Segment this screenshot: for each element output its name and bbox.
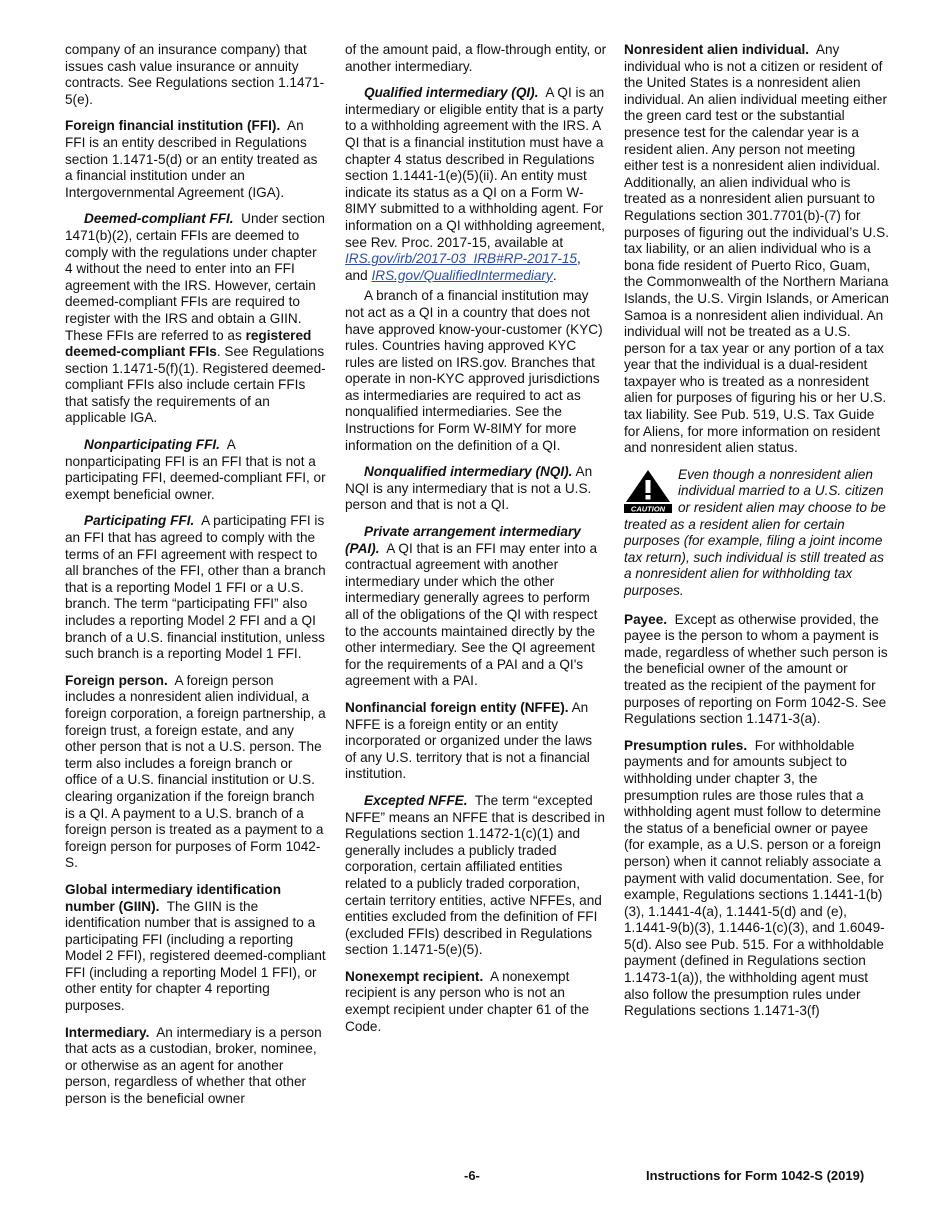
term-payee: Payee. (624, 611, 668, 627)
paragraph-excepted-nffe: Excepted NFFE. The term “excepted NFFE” means an NFFE that is described in Regulations section 1.1472-1(c)(1) and generally includes a publicly traded corporation, certain affiliated entities related to a publicly traded corporation, certain territory entities, active NFFEs, and entities excluded from the definition of FFI (excluded FFIs) described in Regulations section 1.1471-5(e)(5). (345, 792, 605, 958)
paragraph-qi: Qualified intermediary (QI). A QI is an intermediary or eligible entity that is a party to a withholding agreement with the IRS. A QI that is a financial institution must have a chapter 4 status described in Regulations section 1.1441-1(e)(5)(ii). An entity must indicate its status as a QI on a Form W-8IMY submitted to a withholding agent. For information on a QI withholding agreement, see Rev. Proc. 2017-15, available at IRS.gov/irb/2017-03_IRB#RP-2017-15, and IRS.gov/QualifiedIntermediary. (345, 85, 605, 283)
term-ffi: Foreign financial institution (FFI). (65, 118, 281, 134)
term-nonresident-alien: Nonresident alien individual. (624, 42, 810, 57)
caution-label: CAUTION (630, 504, 666, 513)
caution-text: Even though a nonresident alien individual married to a U.S. citizen or resident alien may choose to be treated as a resident alien for certain purposes (for example, filing a joint income tax return), such individual is still treated as a nonresident alien for withholding tax purposes. (624, 466, 886, 598)
paragraph-presumption-rules: Presumption rules. For withholdable payments and for amounts subject to withholding under chapter 3, the presumption rules are those rules that a withholding agent must follow to determine the status of a beneficial owner or payee (for example, as a U.S. person or a foreign person) when it cannot reliably associate a payment with valid documentation. See, for example, Regulations sections 1.1441-1(b)(3), 1.1441-4(a), 1.1441-5(d) and (e), 1.1441-9(b)(3), 1.1446-1(c)(3), and 1.6049-5(d). Also see Pub. 515. For a withholdable payment (defined in Regulations section 1.1473-1(a)), the withholding agent must also follow the presumption rules under Regulations sections 1.1471-3(f) (624, 737, 885, 1019)
caution-note (624, 467, 890, 600)
paragraph-nonparticipating-ffi: Nonparticipating FFI. A nonparticipating FFI is an FFI that is not a participating FFI, deemed-compliant FFI, or exempt beneficial owner. (65, 437, 326, 502)
term-intermediary: Intermediary. (65, 1024, 150, 1040)
term-qi: Qualified intermediary (QI). (364, 85, 539, 101)
footer-form-title: Instructions for Form 1042-S (2019) (646, 1168, 865, 1183)
column-3 (624, 42, 890, 1030)
term-nonexempt-recipient: Nonexempt recipient. (345, 968, 484, 984)
paragraph-deemed-compliant-ffi: Deemed-compliant FFI. Under section 1471(b)(2), certain FFIs are deemed to comply with the regulations under chapter 4 without the need to enter into an FFI agreement with the IRS. However, certain deemed-compliant FFIs are required to register with the IRS and obtain a GIIN. These FFIs are referred to as registered deemed-compliant FFIs. See Regulations section 1.1471-5(f)(1). Registered deemed-compliant FFIs also include certain FFIs that satisfy the requirements of an applicable IGA. (65, 211, 326, 426)
term-excepted-nffe: Excepted NFFE. (364, 792, 468, 808)
paragraph-intermediary: Intermediary. An intermediary is a person that acts as a custodian, broker, nominee, or otherwise as an agent for another person, regardless of whether that other person is the beneficial owner (65, 1024, 322, 1107)
term-participating-ffi: Participating FFI. (84, 513, 195, 529)
link-qualified-intermediary[interactable]: IRS.gov/QualifiedIntermediary (371, 267, 553, 283)
paragraph-continued: company of an insurance company) that issues cash value insurance or annuity contracts. See Regulations section 1.1471-5(e). (65, 42, 325, 107)
paragraph-nqi: Nonqualified intermediary (NQI). An NQI is any intermediary that is not a U.S. person and that is not a QI. (345, 464, 593, 513)
term-nqi: Nonqualified intermediary (NQI). (364, 464, 573, 480)
term-deemed-compliant-ffi: Deemed-compliant FFI. (84, 211, 234, 227)
term-presumption-rules: Presumption rules. (624, 737, 748, 753)
paragraph-foreign-person: Foreign person. A foreign person includes a nonresident alien individual, a foreign corporation, a foreign partnership, a foreign trust, a foreign estate, and any other person that is not a U.S. person. The term also includes a foreign branch or office of a U.S. financial institution or U.S. clearing organization if the foreign branch is a QI. A payment to a U.S. branch of a foreign person is treated as a payment to a foreign person for purposes of Form 1042-S. (65, 672, 326, 871)
term-pai: Private arrangement intermediary (PAI). (345, 524, 581, 556)
term-foreign-person: Foreign person. (65, 672, 168, 688)
paragraph-continued: of the amount paid, a flow-through entity, or another intermediary. (345, 42, 607, 74)
term-nonparticipating-ffi: Nonparticipating FFI. (84, 437, 220, 453)
column-2 (345, 42, 607, 1045)
paragraph-nffe: Nonfinancial foreign entity (NFFE). An NFFE is a foreign entity or an entity incorporated or organized under the laws of any U.S. territory that is not a financial institution. (345, 699, 593, 782)
paragraph-participating-ffi: Participating FFI. A participating FFI is an FFI that has agreed to comply with the terms of an FFI agreement with respect to all branches of the FFI, other than a branch that is a reporting Model 1 FFI or a U.S. branch. The term “participating FFI” also includes a reporting Model 2 FFI and a QI branch of a U.S. financial institution, unless such branch is a reporting Model 1 FFI. (65, 513, 326, 662)
paragraph-pai: Private arrangement intermediary (PAI). A QI that is an FFI may enter into a contractual agreement with another intermediary under which the other intermediary generally agrees to perform all of the obligations of the QI with respect to the accounts maintained directly by the other intermediary. See the QI agreement for the requirements of a PAI and a QI's agreement with a PAI. (345, 524, 598, 689)
paragraph-nonexempt-recipient: Nonexempt recipient. A nonexempt recipient is any person who is not an exempt recipient under chapter 61 of the Code. (345, 968, 590, 1034)
paragraph-qi-branch: A branch of a financial institution may not act as a QI in a country that does not have approved know-your-customer (KYC) rules. Countries having approved KYC rules are listed on IRS.gov. Branches that operate in non-KYC approved jurisdictions as intermediaries are required to act as nonqualified intermediaries. See the Instructions for Form W-8IMY for more information on the definition of a QI. (345, 288, 603, 453)
term-nffe: Nonfinancial foreign entity (NFFE). (345, 699, 569, 715)
paragraph-nonresident-alien: Nonresident alien individual. Any individual who is not a citizen or resident of the United States is a nonresident alien individual. An alien individual meeting either the green card test or the substantial presence test for the calendar year is a resident alien. Any person not meeting either test is a nonresident alien individual. Additionally, an alien individual who is treated as a nonresident alien pursuant to Regulations section 301.7701(b)-(7) for purposes of figuring out the individual’s U.S. tax liability, or an alien individual who is a bona fide resident of Puerto Rico, Guam, the Commonwealth of the Northern Mariana Islands, the U.S. Virgin Islands, or American Samoa is a nonresident alien individual. An individual will not be treated as a U.S. person for a tax year or any portion of a tax year that the individual is a dual-resident taxpayer who is treated as a nonresident alien for purposes of figuring his or her U.S. tax liability. See Pub. 519, U.S. Tax Guide for Aliens, for more information on resident and nonresident alien status. (624, 42, 889, 456)
paragraph-giin: Global intermediary identification number (GIIN). The GIIN is the identification number that is assigned to a participating FFI (including a reporting Model 2 FFI), registered deemed-compliant FFI (including a reporting Model 1 FFI), or other entity for chapter 4 reporting purposes. (65, 881, 326, 1014)
caution-icon (624, 469, 672, 513)
term-giin: Global intermediary identification number (GIIN). (65, 881, 282, 914)
page-number: -6- (464, 1168, 480, 1183)
paragraph-payee: Payee. Except as otherwise provided, the payee is the person to whom a payment is made, regardless of whether such person is the beneficial owner of the amount or treated as the recipient of the payment for purposes of reporting on Form 1042-S. See Regulations section 1.1471-3(a). (624, 611, 888, 727)
paragraph-ffi: Foreign financial institution (FFI). An FFI is an entity described in Regulations section 1.1471-5(d) or an entity treated as a financial institution under an Intergovernmental Agreement (IGA). (65, 118, 318, 200)
column-1 (65, 42, 327, 1118)
link-rev-proc[interactable]: IRS.gov/irb/2017-03_IRB#RP-2017-15 (345, 251, 577, 267)
